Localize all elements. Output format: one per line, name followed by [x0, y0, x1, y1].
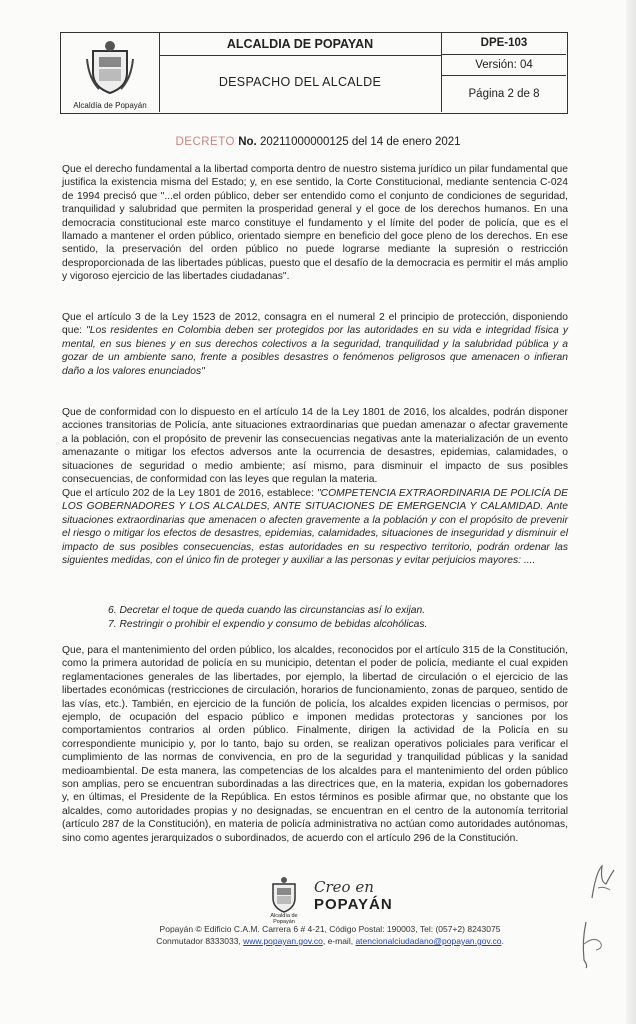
document-code: DPE-103: [442, 33, 566, 55]
page-edge: [626, 0, 636, 1024]
paragraph-2-intro: Que el artículo 3 de la Ley 1523 de 2012, consagra en el numeral 2 el principio de protección, disponiendo que:: [62, 312, 568, 337]
brand-script: Creo en: [314, 878, 374, 896]
logo-caption: Alcaldía de Popayán: [73, 101, 147, 110]
paragraph-4-quote: "COMPETENCIA EXTRAORDINARIA DE POLICÍA DE LOS GOBERNADORES Y LOS ALCALDES, ANTE SITUACIONES DE EMERGENCIA Y CALAMIDAD. Ante situaciones extraordinarias que amenacen o afecten gravemente a la población y con el propósito de prevenir el riesgo o mitigar los efectos de desastres, epidemias, calamidades, situaciones de inseguridad y disminuir el impacto de sus posibles consecuencias, estas autoridades en su respectivo territorio, podrán ordenar las siguientes medidas, con el único fin de proteger y auxiliar a las personas y evitar perjuicios mayores: ....: [62, 488, 569, 567]
footer-coat-of-arms-icon: [268, 876, 300, 916]
footer-contact-prefix: Conmutador 8333033,: [156, 936, 244, 946]
header-meta-cell: [442, 33, 566, 112]
handwritten-initials: [588, 862, 618, 902]
footer-logo-caption: Alcaldía de Popayán: [270, 913, 298, 925]
paragraph-5: Que, para el mantenimiento del orden público, los alcaldes, reconocidos por el artículo 315 de la Constitución, como la primera autoridad de policía en su municipio, detentan el poder de policía, mediante el cual expiden reglamentaciones generales de las libertades, por ejemplo, la libertad de circulación o el ejercicio de las libertades económicas (restricciones de circulación, horarios de funcionamiento, zonas de parqueo, sentido de las vías, etc.). También, en ejercicio de la función de policía, los alcaldes expiden licencias o permisos, por ejemplo, de ocupación del espacio público e imponen medidas protectoras y sanciones por los comportamientos contrarios al orden público. Finalmente, dirigen la actividad de la Policía en su correspondiente municipio y, por lo tanto, bajo su orden, se realizan operativos policiales para verificar el cumplimiento de las normas de convivencia, en pro de la seguridad y tranquilidad públicas y la sanidad medioambiental. De esta manera, las competencias de los alcaldes para el mantenimiento del orden público son amplias, pero se encuentran subordinadas a las directrices que, en la materia, expidan los gobernadores y, en últimas, el Presidente de la República. En estos términos es posible afirmar que, no obstante que los alcaldes, como autoridades propias y no designadas, se encuentran en el centro de la autonomía territorial (artículo 287 de la Constitución), en materia de policía administrativa no actúan como autoridades autónomas, sino como agentes jerarquizados o subordinados, de acuerdo con el artículo 296 de la Constitución.: [62, 645, 568, 844]
decree-no-label: No.: [238, 136, 257, 148]
coat-of-arms-icon: [85, 39, 135, 97]
paragraph-2: [62, 311, 568, 378]
page-number: Página 2 de 8: [468, 88, 540, 100]
paragraph-3: Que de conformidad con lo dispuesto en el artículo 14 de la Ley 1801 de 2016, los alcaldes, podrán disponer acciones transitorias de Policía, ante situaciones extraordinarias que puedan amenazar o afectar gravemente a la población, con el propósito de prevenir las consecuencias negativas ante la materialización de un evento amenazante o mitigar los efectos adversos ante la ocurrencia de desastres, epidemias, calamidades, o situaciones de seguridad o medio ambiente; así mismo, para disminuir el impacto de sus posibles consecuencias, de conformidad con las leyes que regulan la materia.: [62, 407, 568, 486]
list-item-7: 7. Restringir o prohibir el expendio y consumo de bebidas alcohólicas.: [108, 619, 428, 630]
handwritten-signature: [576, 920, 612, 970]
footer-contact: [0, 936, 636, 946]
paragraph-1: Que el derecho fundamental a la libertad comporta dentro de nuestro sistema jurídico un pilar fundamental que justifica la existencia misma del Estado; y, en ese sentido, la Corte Constitucional, mediante sentencia C-024 de 1994 precisó que "...el orden público, deber ser entendido como el conjunto de condiciones de seguridad, tranquilidad y salubridad que permiten la prosperidad general y el goce de los derechos humanos. En una democracia constitucional este marco constituye el fundamento y el límite del poder de policía, que es el llamado a mantener el orden público, orientado siempre en beneficio del goce pleno de los derechos. En ese sentido, la preservación del orden público no puede lograrse mediante la supresión o restricción desproporcionada de las libertades públicas, puesto que el desafío de la democracia es permitir el más amplio y vigoroso ejercicio de las libertades ciudadanas".: [62, 164, 568, 283]
footer-address: Popayán © Edificio C.A.M. Carrera 6 # 4-21, Código Postal: 190003, Tel: (057+2) 8243075: [159, 924, 501, 934]
logo-cell: [61, 33, 160, 112]
document-header: [60, 32, 568, 114]
header-subtitle: DESPACHO DEL ALCALDE: [218, 75, 382, 89]
paragraph-4-intro: Que el artículo 202 de la Ley 1801 de 2016, establece:: [62, 488, 318, 499]
paragraph-2-quote: "Los residentes en Colombia deben ser protegidos por las autoridades en su vida e integridad física y mental, en sus bienes y en sus derechos colectivos a la seguridad, tranquilidad y la salubridad pública y a gozar de un ambiente sano, frente a posibles desastres o fenómenos peligrosos que amenacen o infieran daño a los valores enunciados": [62, 325, 569, 377]
paragraph-4: [62, 487, 568, 567]
footer-brand: [314, 878, 393, 913]
footer-contact-suffix: .: [501, 936, 504, 946]
document-version: Versión: 04: [442, 55, 566, 76]
header-title: ALCALDIA DE POPAYAN: [159, 33, 441, 56]
footer-website-link[interactable]: www.popayan.gov.co: [243, 936, 323, 946]
header-title-cell: [159, 33, 442, 112]
brand-name: POPAYÁN: [314, 896, 393, 913]
decree-label: DECRETO: [175, 136, 235, 148]
footer-email-link[interactable]: atencionalciudadano@popayan.gov.co: [355, 936, 502, 946]
decree-number-date: 20211000000125 del 14 de enero 2021: [259, 136, 461, 148]
footer-contact-mid: , e-mail,: [322, 936, 356, 946]
list-item-6: 6. Decretar el toque de queda cuando las circunstancias así lo exijan.: [108, 605, 426, 616]
decree-reference: [0, 136, 636, 148]
